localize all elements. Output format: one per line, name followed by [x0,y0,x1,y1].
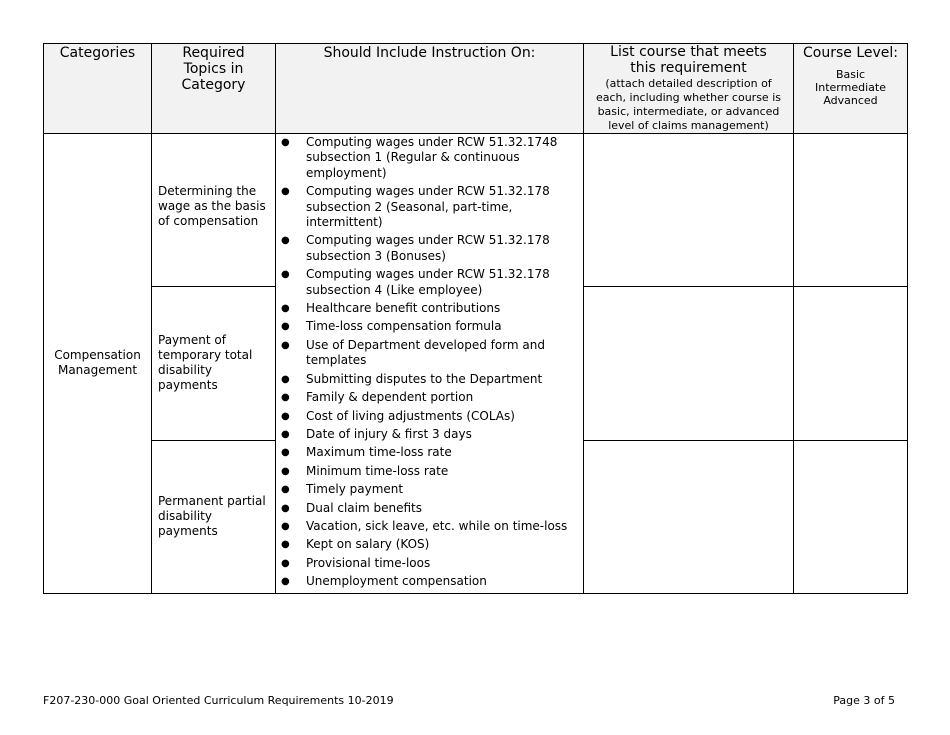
list-item: ● Computing wages under RCW 51.32.178 subsection 4 (Like employee) [281,267,550,297]
header-categories: Categories [44,44,152,134]
instruction-cell [276,134,584,594]
course-level-cell[interactable] [794,440,908,593]
course-level-cell[interactable] [794,134,908,287]
topic-label: Determining the wage as the basis of compensation [158,184,266,228]
list-item: ● Vacation, sick leave, etc. while on time-loss [281,518,568,533]
category-cell [44,134,152,594]
list-item: ● Minimum time-loss rate [281,463,449,478]
header-instruction: Should Include Instruction On: [276,44,584,134]
header-course-level: Course Level: Basic Intermediate Advanced [794,44,908,134]
list-item: ● Timely payment [281,482,404,497]
list-item: ● Computing wages under RCW 51.32.178 subsection 3 (Bonuses) [281,233,550,263]
topic-cell [152,286,276,440]
list-item: ● Date of injury & first 3 days [281,426,472,441]
curriculum-requirements-table [43,43,908,594]
list-item: ● Computing wages under RCW 51.32.1748 subsection 1 (Regular & continuous employment) [281,135,558,180]
list-item: ● Computing wages under RCW 51.32.178 subsection 2 (Seasonal, part-time, intermittent) [281,184,550,230]
list-item: ● Cost of living adjustments (COLAs) [281,408,515,423]
course-entry-cell[interactable] [584,134,794,287]
list-item: ● Kept on salary (KOS) [281,537,430,552]
category-label: Compensation Management [54,348,141,378]
form-identifier: F207-230-000 Goal Oriented Curriculum Requirements 10-2019 [43,694,394,707]
page-number: Page 3 of 5 [833,694,895,707]
table-row [44,134,908,287]
list-item: ● Maximum time-loss rate [281,445,452,460]
instruction-list [280,135,579,590]
topic-label: Payment of temporary total disability payments [158,333,253,393]
topic-cell [152,134,276,287]
table-header-row [44,44,908,134]
course-entry-cell[interactable] [584,440,794,593]
list-item: ● Healthcare benefit contributions [281,301,501,316]
header-course-list: List course that meets this requirement (attach detailed description of each, including whether course is basic, intermediate, or advanced level of claims management) [584,44,794,134]
list-item: ● Family & dependent portion [281,390,474,405]
list-item: ● Dual claim benefits [281,500,422,515]
level-advanced: Advanced [823,94,878,107]
list-item: ● Provisional time-loos [281,555,431,570]
list-item: ● Submitting disputes to the Department [281,371,543,386]
list-item: ● Use of Department developed form and templates [281,337,546,368]
level-basic: Basic [835,68,866,81]
list-item: ● Unemployment compensation [281,574,487,589]
course-entry-cell[interactable] [584,286,794,440]
level-intermediate: Intermediate [815,81,886,94]
topic-cell [152,440,276,593]
topic-label: Permanent partial disability payments [158,494,266,539]
list-item: ● Time-loss compensation formula [281,319,502,334]
header-required-topics: Required Topics in Category [152,44,276,134]
course-level-cell[interactable] [794,286,908,440]
